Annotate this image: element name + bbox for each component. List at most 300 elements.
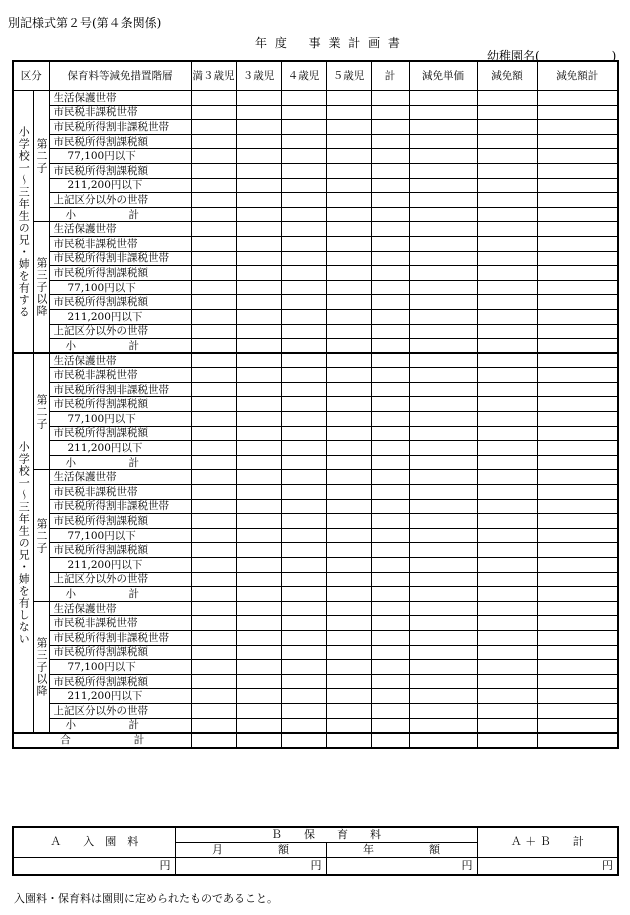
value-cell[interactable]: [477, 120, 537, 135]
value-cell[interactable]: [409, 485, 477, 500]
value-cell[interactable]: [477, 222, 537, 237]
value-cell[interactable]: [371, 178, 409, 193]
value-cell[interactable]: [281, 236, 326, 251]
value-cell[interactable]: [371, 470, 409, 485]
value-cell[interactable]: [281, 222, 326, 237]
value-cell[interactable]: [409, 353, 477, 368]
value-cell[interactable]: [537, 645, 618, 660]
value-cell[interactable]: [326, 514, 371, 529]
value-cell[interactable]: [236, 441, 281, 456]
value-cell[interactable]: [326, 587, 371, 602]
value-cell[interactable]: [281, 572, 326, 587]
value-cell[interactable]: [409, 251, 477, 266]
value-cell[interactable]: [409, 412, 477, 427]
value-cell[interactable]: [236, 193, 281, 208]
value-cell[interactable]: [477, 630, 537, 645]
value-cell[interactable]: [409, 91, 477, 106]
value-cell[interactable]: [409, 630, 477, 645]
value-cell[interactable]: [537, 412, 618, 427]
value-cell[interactable]: [191, 485, 236, 500]
value-cell[interactable]: [537, 397, 618, 412]
value-cell[interactable]: [326, 470, 371, 485]
value-cell[interactable]: [409, 280, 477, 295]
value-cell[interactable]: [537, 558, 618, 573]
value-cell[interactable]: [537, 470, 618, 485]
value-cell[interactable]: [537, 178, 618, 193]
value-cell[interactable]: [191, 207, 236, 222]
value-cell[interactable]: [191, 499, 236, 514]
value-cell[interactable]: [281, 397, 326, 412]
value-cell[interactable]: [477, 587, 537, 602]
value-cell[interactable]: [236, 455, 281, 470]
value-cell[interactable]: [281, 718, 326, 733]
value-cell[interactable]: [281, 295, 326, 310]
value-cell[interactable]: [236, 587, 281, 602]
value-cell[interactable]: [409, 441, 477, 456]
value-cell[interactable]: [236, 616, 281, 631]
value-cell[interactable]: [371, 528, 409, 543]
value-cell[interactable]: [409, 368, 477, 383]
value-cell[interactable]: [537, 309, 618, 324]
value-cell[interactable]: [326, 105, 371, 120]
value-cell[interactable]: [326, 207, 371, 222]
value-cell[interactable]: [236, 251, 281, 266]
value-cell[interactable]: [281, 499, 326, 514]
value-cell[interactable]: [477, 645, 537, 660]
value-cell[interactable]: [191, 251, 236, 266]
value-cell[interactable]: [409, 718, 477, 733]
value-cell[interactable]: [477, 339, 537, 354]
value-cell[interactable]: [371, 397, 409, 412]
value-cell[interactable]: [236, 514, 281, 529]
value-cell[interactable]: [477, 703, 537, 718]
value-cell[interactable]: [236, 412, 281, 427]
value-cell[interactable]: [409, 207, 477, 222]
value-cell[interactable]: [409, 528, 477, 543]
value-cell[interactable]: [191, 470, 236, 485]
value-cell[interactable]: [371, 441, 409, 456]
value-cell[interactable]: [326, 163, 371, 178]
value-cell[interactable]: [371, 236, 409, 251]
value-cell[interactable]: [371, 499, 409, 514]
value-cell[interactable]: [326, 382, 371, 397]
value-cell[interactable]: [236, 645, 281, 660]
value-cell[interactable]: [537, 91, 618, 106]
value-cell[interactable]: [537, 689, 618, 704]
value-cell[interactable]: [477, 426, 537, 441]
value-cell[interactable]: [371, 455, 409, 470]
value-cell[interactable]: [191, 514, 236, 529]
value-cell[interactable]: [409, 178, 477, 193]
value-cell[interactable]: [371, 630, 409, 645]
value-cell[interactable]: [537, 455, 618, 470]
value-cell[interactable]: [477, 455, 537, 470]
value-cell[interactable]: [409, 674, 477, 689]
value-cell[interactable]: [371, 368, 409, 383]
value-cell[interactable]: [537, 733, 618, 748]
value-cell[interactable]: [326, 455, 371, 470]
value-cell[interactable]: [537, 426, 618, 441]
kindergarten-name-field[interactable]: 幼稚園名( ): [487, 49, 617, 63]
value-cell[interactable]: [326, 120, 371, 135]
value-cell[interactable]: [537, 105, 618, 120]
value-cell[interactable]: [191, 674, 236, 689]
value-cell[interactable]: [537, 339, 618, 354]
value-cell[interactable]: [326, 309, 371, 324]
value-cell[interactable]: [326, 733, 371, 748]
value-cell[interactable]: [281, 426, 326, 441]
value-cell[interactable]: [326, 485, 371, 500]
value-cell[interactable]: [477, 601, 537, 616]
value-cell[interactable]: [371, 601, 409, 616]
value-cell[interactable]: [326, 441, 371, 456]
value-cell[interactable]: [191, 91, 236, 106]
value-cell[interactable]: [236, 528, 281, 543]
value-cell[interactable]: [371, 120, 409, 135]
value-cell[interactable]: [537, 703, 618, 718]
value-cell[interactable]: [537, 630, 618, 645]
value-cell[interactable]: [477, 368, 537, 383]
value-cell[interactable]: [281, 558, 326, 573]
value-cell[interactable]: [537, 674, 618, 689]
value-cell[interactable]: [326, 689, 371, 704]
value-cell[interactable]: [236, 149, 281, 164]
value-cell[interactable]: [191, 163, 236, 178]
admission-fee-cell[interactable]: 円: [13, 857, 175, 875]
monthly-fee-cell[interactable]: 円: [175, 857, 326, 875]
value-cell[interactable]: [371, 251, 409, 266]
value-cell[interactable]: [371, 543, 409, 558]
value-cell[interactable]: [191, 601, 236, 616]
value-cell[interactable]: [409, 295, 477, 310]
value-cell[interactable]: [477, 543, 537, 558]
value-cell[interactable]: [537, 499, 618, 514]
value-cell[interactable]: [281, 412, 326, 427]
value-cell[interactable]: [409, 426, 477, 441]
value-cell[interactable]: [326, 674, 371, 689]
value-cell[interactable]: [537, 660, 618, 675]
value-cell[interactable]: [326, 339, 371, 354]
value-cell[interactable]: [371, 660, 409, 675]
total-ab-cell[interactable]: 円: [477, 857, 618, 875]
value-cell[interactable]: [409, 616, 477, 631]
value-cell[interactable]: [281, 324, 326, 339]
value-cell[interactable]: [477, 412, 537, 427]
value-cell[interactable]: [409, 689, 477, 704]
value-cell[interactable]: [326, 222, 371, 237]
value-cell[interactable]: [281, 733, 326, 748]
value-cell[interactable]: [326, 353, 371, 368]
value-cell[interactable]: [409, 236, 477, 251]
value-cell[interactable]: [281, 382, 326, 397]
value-cell[interactable]: [191, 412, 236, 427]
value-cell[interactable]: [371, 572, 409, 587]
value-cell[interactable]: [477, 514, 537, 529]
value-cell[interactable]: [281, 280, 326, 295]
value-cell[interactable]: [281, 91, 326, 106]
value-cell[interactable]: [326, 528, 371, 543]
value-cell[interactable]: [191, 178, 236, 193]
value-cell[interactable]: [281, 689, 326, 704]
value-cell[interactable]: [409, 149, 477, 164]
value-cell[interactable]: [281, 543, 326, 558]
value-cell[interactable]: [236, 630, 281, 645]
value-cell[interactable]: [236, 91, 281, 106]
value-cell[interactable]: [477, 105, 537, 120]
value-cell[interactable]: [409, 543, 477, 558]
value-cell[interactable]: [477, 499, 537, 514]
value-cell[interactable]: [326, 266, 371, 281]
value-cell[interactable]: [537, 587, 618, 602]
value-cell[interactable]: [281, 455, 326, 470]
value-cell[interactable]: [236, 397, 281, 412]
value-cell[interactable]: [326, 178, 371, 193]
value-cell[interactable]: [326, 324, 371, 339]
value-cell[interactable]: [477, 134, 537, 149]
value-cell[interactable]: [326, 645, 371, 660]
value-cell[interactable]: [191, 558, 236, 573]
value-cell[interactable]: [477, 718, 537, 733]
value-cell[interactable]: [236, 120, 281, 135]
value-cell[interactable]: [477, 91, 537, 106]
value-cell[interactable]: [191, 280, 236, 295]
value-cell[interactable]: [326, 616, 371, 631]
value-cell[interactable]: [409, 105, 477, 120]
value-cell[interactable]: [236, 426, 281, 441]
value-cell[interactable]: [371, 309, 409, 324]
value-cell[interactable]: [236, 660, 281, 675]
value-cell[interactable]: [409, 660, 477, 675]
value-cell[interactable]: [477, 193, 537, 208]
value-cell[interactable]: [281, 703, 326, 718]
value-cell[interactable]: [281, 587, 326, 602]
value-cell[interactable]: [191, 295, 236, 310]
value-cell[interactable]: [191, 455, 236, 470]
value-cell[interactable]: [191, 382, 236, 397]
value-cell[interactable]: [409, 397, 477, 412]
value-cell[interactable]: [477, 572, 537, 587]
value-cell[interactable]: [191, 120, 236, 135]
value-cell[interactable]: [537, 368, 618, 383]
value-cell[interactable]: [409, 558, 477, 573]
value-cell[interactable]: [191, 616, 236, 631]
value-cell[interactable]: [281, 120, 326, 135]
value-cell[interactable]: [236, 674, 281, 689]
value-cell[interactable]: [409, 601, 477, 616]
value-cell[interactable]: [409, 193, 477, 208]
value-cell[interactable]: [191, 426, 236, 441]
value-cell[interactable]: [191, 149, 236, 164]
value-cell[interactable]: [281, 630, 326, 645]
value-cell[interactable]: [371, 280, 409, 295]
value-cell[interactable]: [537, 251, 618, 266]
value-cell[interactable]: [537, 222, 618, 237]
value-cell[interactable]: [477, 295, 537, 310]
value-cell[interactable]: [236, 499, 281, 514]
value-cell[interactable]: [281, 105, 326, 120]
value-cell[interactable]: [371, 105, 409, 120]
value-cell[interactable]: [477, 733, 537, 748]
value-cell[interactable]: [236, 222, 281, 237]
value-cell[interactable]: [537, 718, 618, 733]
value-cell[interactable]: [281, 528, 326, 543]
value-cell[interactable]: [537, 572, 618, 587]
value-cell[interactable]: [191, 193, 236, 208]
value-cell[interactable]: [409, 222, 477, 237]
value-cell[interactable]: [477, 660, 537, 675]
value-cell[interactable]: [371, 645, 409, 660]
value-cell[interactable]: [191, 339, 236, 354]
value-cell[interactable]: [236, 105, 281, 120]
value-cell[interactable]: [281, 441, 326, 456]
value-cell[interactable]: [409, 514, 477, 529]
value-cell[interactable]: [477, 470, 537, 485]
value-cell[interactable]: [326, 543, 371, 558]
value-cell[interactable]: [191, 689, 236, 704]
value-cell[interactable]: [191, 353, 236, 368]
value-cell[interactable]: [477, 397, 537, 412]
value-cell[interactable]: [477, 528, 537, 543]
value-cell[interactable]: [371, 674, 409, 689]
value-cell[interactable]: [371, 382, 409, 397]
value-cell[interactable]: [191, 236, 236, 251]
value-cell[interactable]: [326, 572, 371, 587]
value-cell[interactable]: [281, 251, 326, 266]
value-cell[interactable]: [537, 353, 618, 368]
value-cell[interactable]: [409, 134, 477, 149]
value-cell[interactable]: [477, 382, 537, 397]
value-cell[interactable]: [281, 368, 326, 383]
value-cell[interactable]: [281, 134, 326, 149]
value-cell[interactable]: [537, 120, 618, 135]
value-cell[interactable]: [409, 163, 477, 178]
value-cell[interactable]: [371, 353, 409, 368]
value-cell[interactable]: [236, 280, 281, 295]
value-cell[interactable]: [326, 601, 371, 616]
value-cell[interactable]: [236, 309, 281, 324]
value-cell[interactable]: [236, 236, 281, 251]
value-cell[interactable]: [477, 163, 537, 178]
value-cell[interactable]: [236, 295, 281, 310]
value-cell[interactable]: [477, 178, 537, 193]
value-cell[interactable]: [537, 528, 618, 543]
value-cell[interactable]: [371, 295, 409, 310]
value-cell[interactable]: [371, 689, 409, 704]
value-cell[interactable]: [236, 718, 281, 733]
value-cell[interactable]: [371, 149, 409, 164]
value-cell[interactable]: [409, 382, 477, 397]
value-cell[interactable]: [371, 412, 409, 427]
value-cell[interactable]: [537, 149, 618, 164]
value-cell[interactable]: [191, 397, 236, 412]
value-cell[interactable]: [409, 309, 477, 324]
value-cell[interactable]: [477, 558, 537, 573]
value-cell[interactable]: [371, 718, 409, 733]
value-cell[interactable]: [371, 163, 409, 178]
value-cell[interactable]: [281, 178, 326, 193]
value-cell[interactable]: [191, 309, 236, 324]
value-cell[interactable]: [371, 514, 409, 529]
value-cell[interactable]: [236, 558, 281, 573]
value-cell[interactable]: [371, 193, 409, 208]
value-cell[interactable]: [326, 149, 371, 164]
value-cell[interactable]: [409, 703, 477, 718]
value-cell[interactable]: [326, 295, 371, 310]
value-cell[interactable]: [191, 324, 236, 339]
value-cell[interactable]: [191, 587, 236, 602]
value-cell[interactable]: [236, 382, 281, 397]
value-cell[interactable]: [477, 674, 537, 689]
value-cell[interactable]: [281, 601, 326, 616]
value-cell[interactable]: [477, 280, 537, 295]
value-cell[interactable]: [477, 251, 537, 266]
value-cell[interactable]: [326, 280, 371, 295]
value-cell[interactable]: [236, 207, 281, 222]
value-cell[interactable]: [191, 134, 236, 149]
value-cell[interactable]: [191, 645, 236, 660]
value-cell[interactable]: [236, 163, 281, 178]
value-cell[interactable]: [477, 207, 537, 222]
value-cell[interactable]: [537, 295, 618, 310]
value-cell[interactable]: [236, 353, 281, 368]
value-cell[interactable]: [281, 470, 326, 485]
value-cell[interactable]: [281, 309, 326, 324]
value-cell[interactable]: [537, 514, 618, 529]
value-cell[interactable]: [281, 485, 326, 500]
value-cell[interactable]: [371, 266, 409, 281]
annual-fee-cell[interactable]: 円: [326, 857, 477, 875]
value-cell[interactable]: [191, 266, 236, 281]
value-cell[interactable]: [191, 528, 236, 543]
value-cell[interactable]: [191, 222, 236, 237]
value-cell[interactable]: [326, 91, 371, 106]
value-cell[interactable]: [236, 703, 281, 718]
value-cell[interactable]: [409, 645, 477, 660]
value-cell[interactable]: [409, 733, 477, 748]
value-cell[interactable]: [236, 368, 281, 383]
value-cell[interactable]: [371, 91, 409, 106]
value-cell[interactable]: [371, 703, 409, 718]
value-cell[interactable]: [409, 120, 477, 135]
value-cell[interactable]: [326, 558, 371, 573]
value-cell[interactable]: [409, 339, 477, 354]
value-cell[interactable]: [236, 339, 281, 354]
value-cell[interactable]: [236, 601, 281, 616]
value-cell[interactable]: [537, 485, 618, 500]
value-cell[interactable]: [409, 266, 477, 281]
value-cell[interactable]: [236, 733, 281, 748]
value-cell[interactable]: [477, 309, 537, 324]
value-cell[interactable]: [236, 134, 281, 149]
value-cell[interactable]: [326, 718, 371, 733]
value-cell[interactable]: [236, 572, 281, 587]
value-cell[interactable]: [537, 134, 618, 149]
value-cell[interactable]: [236, 485, 281, 500]
value-cell[interactable]: [281, 149, 326, 164]
value-cell[interactable]: [326, 703, 371, 718]
value-cell[interactable]: [537, 441, 618, 456]
value-cell[interactable]: [281, 339, 326, 354]
value-cell[interactable]: [477, 324, 537, 339]
value-cell[interactable]: [191, 733, 236, 748]
value-cell[interactable]: [236, 470, 281, 485]
value-cell[interactable]: [537, 163, 618, 178]
value-cell[interactable]: [191, 368, 236, 383]
value-cell[interactable]: [191, 441, 236, 456]
value-cell[interactable]: [236, 266, 281, 281]
value-cell[interactable]: [326, 412, 371, 427]
value-cell[interactable]: [537, 266, 618, 281]
